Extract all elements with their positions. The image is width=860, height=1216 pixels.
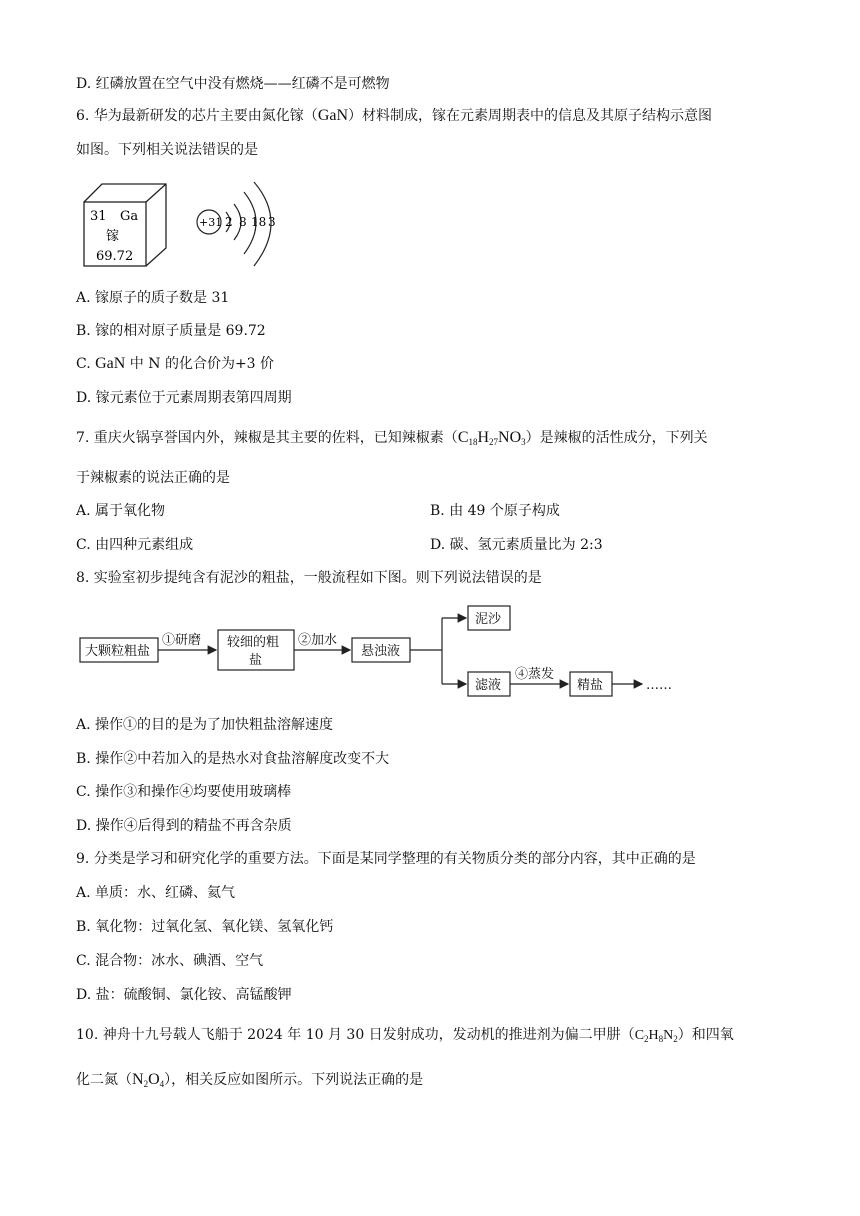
q6-stem-line2: 如图。下列相关说法错误的是 [76, 142, 258, 158]
shell-electrons-3: 18 [251, 215, 267, 229]
q6-option-b: B. 镓的相对原子质量是 69.72 [76, 323, 266, 339]
q9-option-c: C. 混合物：冰水、碘酒、空气 [76, 953, 264, 969]
shell-electrons-4: 3 [268, 215, 276, 229]
flow-label-sand: 泥沙 [475, 612, 502, 627]
q10-f2-n-sub: 2 [143, 1079, 149, 1089]
element-name: 镓 [106, 229, 120, 244]
q10-formula-1 [635, 1028, 678, 1043]
flow-label-step1: ①研磨 [162, 633, 202, 648]
q5-option-d: D. 红磷放置在空气中没有燃烧——红磷不是可燃物 [76, 76, 390, 92]
q9-option-b: B. 氧化物：过氧化氢、氧化镁、氢氧化钙 [76, 919, 334, 935]
element-number: 31 [90, 209, 107, 224]
q10-stem-text-b: ）和四氧 [677, 1027, 734, 1043]
q10-f1-h-sub: 8 [658, 1034, 664, 1044]
q10-stem-text-d: ），相关反应如图所示。下列说法正确的是 [164, 1072, 424, 1088]
q6-stem-text-a: 6. 华为最新研发的芯片主要由氮化镓（ [76, 108, 318, 124]
q7-option-c: C. 由四种元素组成 [76, 537, 194, 553]
flow-label-fine-salt-1: 较细的粗 [227, 635, 280, 650]
q7-formula-o-sub: 3 [521, 437, 526, 447]
q8-stem: 8. 实验室初步提纯含有泥沙的粗盐，一般流程如下图。则下列说法错误的是 [76, 570, 542, 586]
q10-f1-c: C [634, 1028, 645, 1043]
q7-option-a: A. 属于氧化物 [76, 503, 166, 519]
q8-option-c: C. 操作③和操作④均要使用玻璃棒 [76, 784, 292, 800]
q10-f1-n: N [663, 1028, 674, 1043]
q7-formula-h-sub: 27 [489, 437, 499, 447]
flow-label-step2: ②加水 [298, 633, 338, 648]
q7-stem-text-b: ）是辣椒的活性成分，下列关 [525, 430, 708, 446]
q7-option-d: D. 碳、氢元素质量比为 2:3 [430, 537, 603, 553]
q8-option-d: D. 操作④后得到的精盐不再含杂质 [76, 818, 292, 834]
flow-label-fine-salt-2: 盐 [249, 653, 263, 668]
q7-formula-c-sub: 18 [468, 437, 478, 447]
atom-structure [197, 182, 276, 266]
gallium-figure [76, 178, 296, 270]
q7-formula-o: O [509, 429, 522, 446]
q6-stem-text-b: ）材料制成，镓在元素周期表中的信息及其原子结构示意图 [348, 108, 713, 124]
q6-option-a: A. 镓原子的质子数是 31 [76, 290, 230, 306]
q7-option-b: B. 由 49 个原子构成 [430, 503, 560, 519]
q9-stem: 9. 分类是学习和研究化学的重要方法。下面是某同学整理的有关物质分类的部分内容，其中正确的是 [76, 851, 696, 867]
flow-label-filtrate: 滤液 [475, 678, 502, 693]
flow-label-coarse-salt: 大颗粒粗盐 [85, 644, 151, 659]
q9-option-d: D. 盐：硫酸铜、氯化铵、高锰酸钾 [76, 987, 292, 1003]
nucleus-charge: +31 [199, 216, 223, 229]
q7-formula-h: H [477, 429, 490, 446]
q6-option-c-rest: 中 N 的化合价为+3 价 [125, 356, 275, 372]
shell-electrons-2: 8 [239, 215, 247, 229]
shell-electrons-1: 2 [225, 215, 233, 229]
q9-option-a: A. 单质：水、红磷、氦气 [76, 885, 236, 901]
q10-stem-text-c: 化二氮（ [76, 1072, 132, 1088]
q10-stem-text-a: 10. 神舟十九号载人飞船于 2024 年 10 月 30 日发射成功，发动机的推进剂为偏二甲肼（ [76, 1027, 635, 1043]
flow-label-step4: ④蒸发 [515, 667, 555, 682]
flow-label-ellipsis: …… [646, 678, 672, 693]
q10-f2-o: O [148, 1071, 160, 1088]
element-symbol: Ga [120, 209, 139, 224]
flow-label-refined-salt: 精盐 [577, 678, 604, 693]
q7-formula [458, 429, 526, 446]
flow-label-suspension: 悬浊液 [361, 644, 401, 659]
q10-stem-line1 [76, 1025, 734, 1049]
element-mass: 69.72 [96, 249, 134, 264]
q10-f1-c-sub: 2 [644, 1034, 649, 1044]
salt-flow-diagram [76, 600, 686, 700]
q7-stem-line2: 于辣椒素的说法正确的是 [76, 470, 230, 486]
q7-stem-line1 [76, 428, 708, 452]
q8-option-a: A. 操作①的目的是为了加快粗盐溶解速度 [76, 717, 334, 733]
q10-f1-n-sub: 2 [673, 1034, 678, 1044]
q10-formula-2 [132, 1071, 164, 1088]
q7-formula-n: N [498, 429, 510, 446]
q6-option-c-formula: GaN [95, 355, 126, 372]
q10-f2-o-sub: 4 [159, 1079, 165, 1089]
q10-f1-h: H [648, 1028, 659, 1043]
q10-f2-n: N [132, 1071, 144, 1088]
q10-stem-line2 [76, 1070, 423, 1094]
q6-option-c [76, 354, 274, 374]
q6-stem-line1 [76, 106, 712, 126]
q8-option-b: B. 操作②中若加入的是热水对食盐溶解度改变不大 [76, 751, 390, 767]
q6-option-c-prefix: C. [76, 356, 96, 372]
q6-option-d: D. 镓元素位于元素周期表第四周期 [76, 390, 292, 406]
q7-formula-c: C [457, 429, 469, 446]
q7-stem-text-a: 7. 重庆火锅享誉国内外，辣椒是其主要的佐料，已知辣椒素（ [76, 430, 458, 446]
q6-stem-formula: GaN [317, 107, 349, 124]
